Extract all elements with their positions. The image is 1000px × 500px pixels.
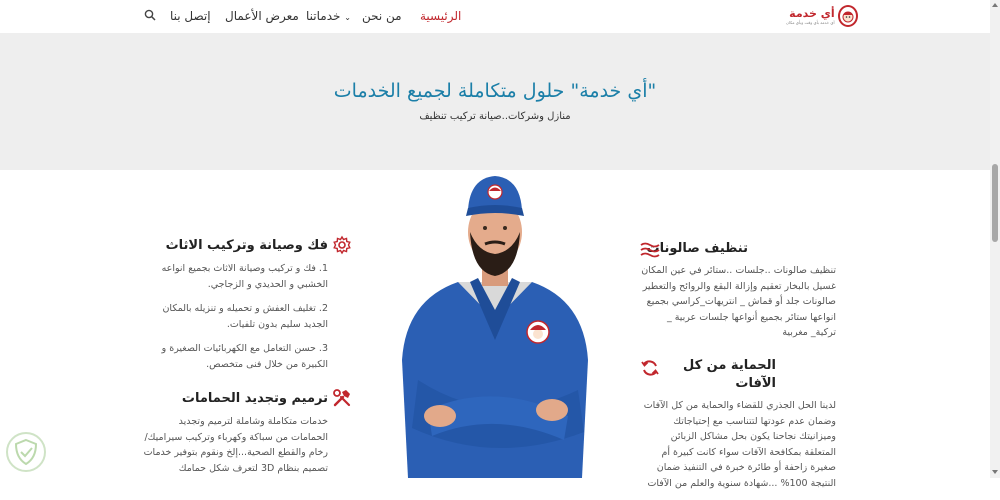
site-logo[interactable] (786, 3, 848, 29)
nav-about[interactable]: من نحن (362, 9, 402, 23)
service-line: 2. تغليف العفش و تحميله و تنزيله بالمكان الجديد سليم بدون تلفيات. (162, 303, 328, 330)
service-line: 1. فك و تركيب وصيانة الاثاث بجميع انواعه الخشبي و الحديدي و الزجاجي. (161, 263, 328, 290)
scroll-up-icon[interactable] (992, 2, 998, 8)
hero-title: "أي خدمة" حلول متكاملة لجميع الخدمات (333, 80, 657, 102)
nav-home[interactable]: الرئيسية (420, 9, 462, 23)
nav-portfolio[interactable]: معرض الأعمال (225, 9, 299, 23)
service-line: خدمات متكاملة وشاملة لترميم وتجديد الحمامات من سباكة وكهرباء وتركيب سيراميك/ رخام والقطع الصحية...إلخ ونقوم بتوفير خدمات تصميم بنظام 3D لتعرف شكل حمامك (143, 416, 328, 474)
nav-contact[interactable]: إتصل بنا (170, 9, 211, 23)
top-navbar (0, 0, 990, 34)
scroll-down-icon[interactable] (992, 469, 998, 475)
hero-subtitle: منازل وشركات..صيانة تركيب تنظيف (419, 111, 571, 122)
search-icon[interactable] (144, 9, 156, 21)
page-scrollbar[interactable] (990, 0, 1000, 478)
scrollbar-thumb[interactable] (992, 164, 998, 242)
chevron-down-icon: ⌄ (344, 13, 351, 22)
service-title: الحماية من كل الآفات (682, 358, 776, 391)
service-bathroom (140, 390, 328, 485)
tools-icon (332, 388, 352, 408)
nav-services[interactable] (306, 9, 351, 23)
hero-banner (0, 34, 990, 170)
service-salon-cleaning (640, 240, 836, 350)
watermark-shield-icon (4, 430, 48, 474)
nav-services-label: خدماتنا (306, 9, 341, 23)
logo-subtitle: أي خدمة بأي وقت وبأي مكان (786, 19, 835, 25)
service-line: 3. حسن التعامل مع الكهربائيات الصغيرة و الكبيرة من خلال فنى متخصص. (161, 343, 328, 370)
logo-title: أي خدمة (789, 6, 835, 20)
refresh-icon (640, 358, 660, 378)
logo-mascot-icon (838, 5, 858, 27)
waves-icon (640, 240, 660, 260)
gear-icon (332, 235, 352, 255)
service-title: ترميم وتجديد الحمامات (181, 391, 328, 406)
worker-illustration (388, 170, 602, 478)
service-furniture (140, 237, 328, 381)
service-line: لدينا الحل الجذري للقضاء والحماية من كل الآفات وضمان عدم عودتها لتتناسب مع إحتياجاتك وميزانيتك نجاحنا يكون بحل مشاكل الزبائن المتعلقة بمكافحة الآفات سواء كانت كبيرة أم صغيرة زاحفة أو طائرة خبرة في التنفيذ ضمان النتيجة 100% ...شهادة سنوية والعلم من الآفات (643, 400, 836, 489)
service-title: فك وصيانة وتركيب الاثاث (165, 238, 328, 253)
service-line: تنظيف صالونات ..جلسات ..ستائر في عين المكان غسيل بالبخار تعقيم وإزالة البقع والروائح والتعطير صالونات جلد أو قماش _ انتريهات_كراسي بجميع انواعها ستائر بجميع أنواعها جلسات عربية _ تركية_ مغربية (641, 265, 836, 338)
service-pest-control (640, 357, 836, 500)
service-title: تنظيف صالونات (646, 241, 748, 256)
